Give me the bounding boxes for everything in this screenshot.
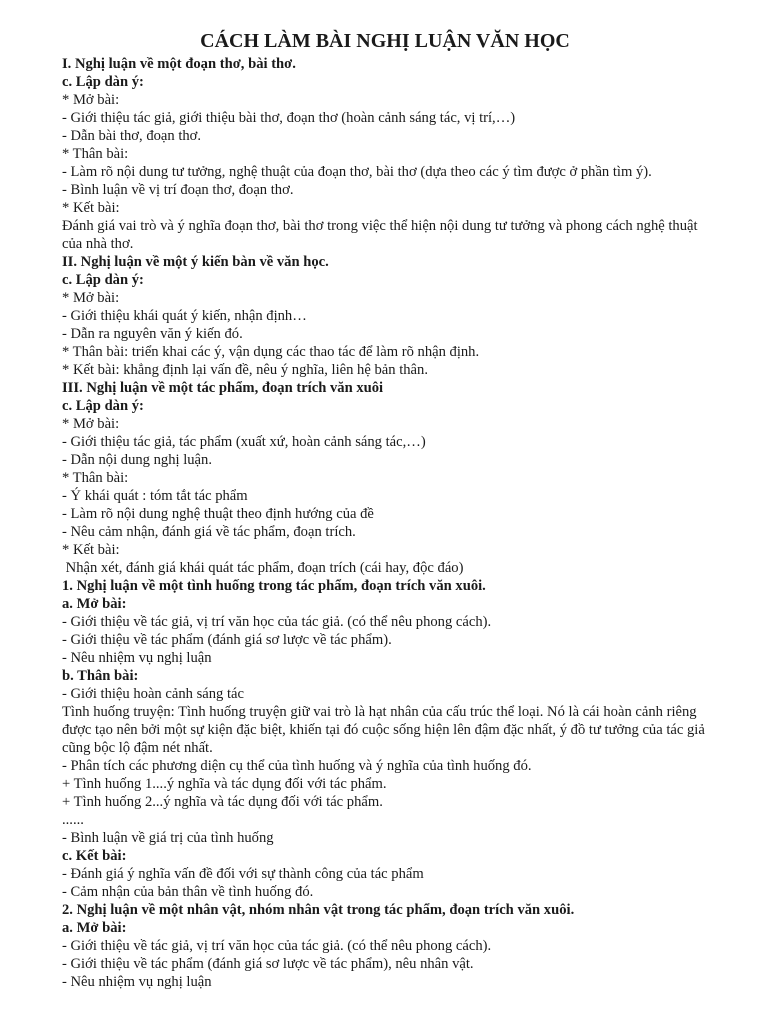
section-heading: 1. Nghị luận về một tình huống trong tác phẩm, đoạn trích văn xuôi. — [62, 578, 486, 594]
section-heading: c. Lập dàn ý: — [62, 398, 144, 414]
text-line: - Ý khái quát : tóm tắt tác phẩm — [62, 488, 248, 504]
section-heading: a. Mở bài: — [62, 920, 127, 936]
text-line: - Làm rõ nội dung nghệ thuật theo định hướng của đề — [62, 506, 374, 522]
text-line: - Nêu nhiệm vụ nghị luận — [62, 650, 212, 666]
section-heading: 2. Nghị luận về một nhân vật, nhóm nhân vật trong tác phẩm, đoạn trích văn xuôi. — [62, 902, 575, 918]
text-line: - Giới thiệu tác giả, tác phẩm (xuất xứ, hoàn cảnh sáng tác,…) — [62, 434, 426, 450]
text-line: - Dẫn bài thơ, đoạn thơ. — [62, 128, 202, 144]
text-line: - Bình luận về vị trí đoạn thơ, đoạn thơ. — [62, 182, 294, 198]
text-line: - Cảm nhận của bản thân về tình huống đó. — [62, 884, 314, 900]
text-line: - Giới thiệu về tác phẩm (đánh giá sơ lược về tác phẩm). — [62, 632, 392, 648]
text-line: * Kết bài: — [62, 542, 120, 558]
text-line: Tình huống truyện: Tình huống truyện giữ vai trò là hạt nhân của cấu trúc thể loại. Nó là cái hoàn cảnh riêng được tạo nên bởi một sự kiện đặc biệt, khiến tại đó cuộc sống hiện lên đậm đặc nhất, ý đồ tư tưởng của tác giả cũng bộc lộ đậm nét nhất. — [62, 704, 709, 756]
section-heading: II. Nghị luận về một ý kiến bàn về văn học. — [62, 254, 329, 270]
text-line: - Dẫn nội dung nghị luận. — [62, 452, 212, 468]
text-line: * Mở bài: — [62, 290, 120, 306]
text-line: * Thân bài: triển khai các ý, vận dụng các thao tác để làm rõ nhận định. — [62, 344, 480, 360]
text-line: * Mở bài: — [62, 92, 120, 108]
text-line: - Giới thiệu hoàn cảnh sáng tác — [62, 686, 244, 702]
document-body — [62, 55, 708, 991]
section-heading: I. Nghị luận về một đoạn thơ, bài thơ. — [62, 56, 296, 72]
section-heading: b. Thân bài: — [62, 668, 139, 684]
text-line: - Giới thiệu về tác giả, vị trí văn học của tác giả. (có thể nêu phong cách). — [62, 614, 492, 630]
text-line: - Đánh giá ý nghĩa vấn đề đối với sự thành công của tác phẩm — [62, 866, 424, 882]
text-line: - Giới thiệu về tác giả, vị trí văn học của tác giả. (có thể nêu phong cách). — [62, 938, 492, 954]
text-line: * Thân bài: — [62, 146, 129, 162]
text-line: * Thân bài: — [62, 470, 129, 486]
text-line: * Kết bài: — [62, 200, 120, 216]
text-line: - Giới thiệu khái quát ý kiến, nhận định… — [62, 308, 307, 324]
text-line: - Dẫn ra nguyên văn ý kiến đó. — [62, 326, 243, 342]
section-heading: c. Lập dàn ý: — [62, 74, 144, 90]
text-line: - Làm rõ nội dung tư tưởng, nghệ thuật của đoạn thơ, bài thơ (dựa theo các ý tìm được ở phần tìm ý). — [62, 164, 652, 180]
text-line: - Nêu cảm nhận, đánh giá về tác phẩm, đoạn trích. — [62, 524, 356, 540]
text-line: * Mở bài: — [62, 416, 120, 432]
section-heading: c. Lập dàn ý: — [62, 272, 144, 288]
text-line: - Giới thiệu về tác phẩm (đánh giá sơ lược về tác phẩm), nêu nhân vật. — [62, 956, 474, 972]
text-line: ...... — [62, 812, 84, 828]
text-line: - Giới thiệu tác giả, giới thiệu bài thơ, đoạn thơ (hoàn cảnh sáng tác, vị trí,…) — [62, 110, 516, 126]
section-heading: c. Kết bài: — [62, 848, 127, 864]
text-line: - Phân tích các phương diện cụ thể của tình huống và ý nghĩa của tình huống đó. — [62, 758, 532, 774]
text-line: Nhận xét, đánh giá khái quát tác phẩm, đoạn trích (cái hay, độc đáo) — [62, 560, 464, 576]
section-heading: a. Mở bài: — [62, 596, 127, 612]
text-line: - Bình luận về giá trị của tình huống — [62, 830, 274, 846]
section-heading: III. Nghị luận về một tác phẩm, đoạn trích văn xuôi — [62, 380, 384, 396]
text-line: + Tình huống 2...ý nghĩa và tác dụng đối với tác phẩm. — [62, 794, 383, 810]
text-line: - Nêu nhiệm vụ nghị luận — [62, 974, 212, 990]
text-line: * Kết bài: khẳng định lại vấn đề, nêu ý nghĩa, liên hệ bản thân. — [62, 362, 428, 378]
text-line: Đánh giá vai trò và ý nghĩa đoạn thơ, bài thơ trong việc thể hiện nội dung tư tưởng và phong cách nghệ thuật của nhà thơ. — [62, 218, 702, 252]
document-title: CÁCH LÀM BÀI NGHỊ LUẬN VĂN HỌC — [200, 30, 570, 52]
text-line: + Tình huống 1....ý nghĩa và tác dụng đối với tác phẩm. — [62, 776, 387, 792]
